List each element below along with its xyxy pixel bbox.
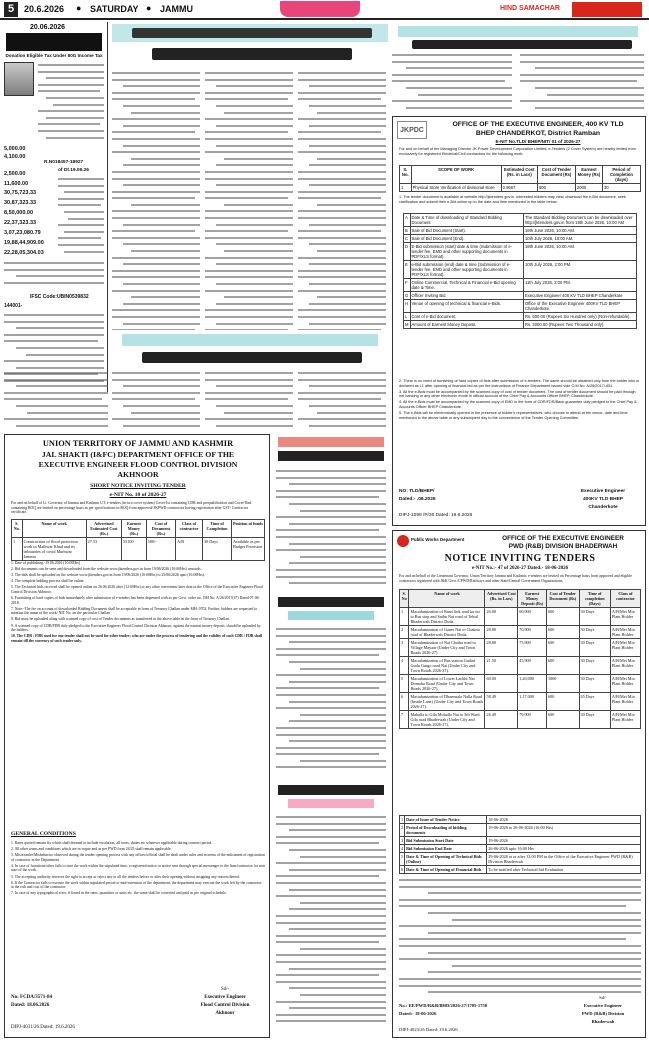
- cell: Bid Submission End Date: [405, 845, 487, 853]
- cell: 30 Days: [579, 675, 610, 693]
- ut-general-points: [11, 841, 265, 897]
- cell: Macadamization of Dharmsala Nalla Road (Inside Lane) (Under City and Town Roads 2026-27).: [410, 694, 484, 709]
- cell: 5: [400, 675, 409, 693]
- cell: Date & Time of Opening of Financial Bids: [405, 866, 487, 874]
- ut-point: 5. The Technical bids received shall be opened online on 26.06.2026 after (12:00Hrs) or any other convenient later date in the Office of the Executive Engineer Flood Control Division Akhnoor.: [11, 585, 263, 594]
- ut-dipr: DIPJ-4031/26 Dated: 19.6.2026: [11, 1025, 75, 1030]
- table-row: [400, 845, 641, 853]
- jkpdc-notes: [399, 379, 641, 422]
- date-label: 20.6.2026: [24, 4, 65, 14]
- sch-value: The Standard Bidding Document can be downloaded over http://jktenders.gov.in from 19th June 2026, 10:00 AM: [523, 214, 636, 227]
- headline-5: [274, 594, 388, 624]
- jkpdc-title-2: BHEP CHANDERKOT, District Ramban: [475, 130, 601, 137]
- left-news: [4, 372, 108, 432]
- cell: 79,900: [518, 711, 547, 729]
- cell: 19-06-2026 to 26-06-2026 (16:00 Hrs): [487, 824, 641, 837]
- cell: Macadamization of Baari link road ku nu to Bus stop and Sathu Nai road of Tehsil Bhaderwah District Doda.: [409, 608, 485, 626]
- cell: 19-06-2026: [487, 837, 641, 845]
- cell: 1: [401, 817, 404, 822]
- ut-intro: For and on behalf of Lt. Governor of Jammu and Kashmir UT, e-tenders (in two cover system) Cover-Ist containing CDR and prequalification and Cover-IInd containing BOQ are invited on percentage basis as per specifications in BOQ from approved/ JKPWD contractors having registration after GST/ Contractor certificate.: [11, 501, 252, 515]
- cell: 30 Days: [579, 657, 610, 675]
- table-row: [400, 853, 641, 866]
- table-row: [404, 227, 637, 235]
- cell: A/B/Mei Mio Plant Holder: [610, 626, 640, 639]
- sch-value: 10th July 2026, 2:00 PM.: [523, 261, 636, 279]
- page-number: 5: [4, 2, 18, 17]
- table-row: [400, 608, 641, 626]
- acct-ref-1: of Dt.19.06.26: [58, 168, 89, 173]
- cell: 1,17,000: [518, 693, 547, 711]
- cell: 60,000: [518, 608, 547, 626]
- cell: 4: [401, 846, 404, 851]
- ut-point: 7. Note:-The fee on account of downloaded Bidding Document shall be acceptable in form of Treasury Challan under MH: 0702, Further, bidders are requested to mention the name of the work/ NIT No. on the particular Challan.: [11, 606, 258, 616]
- pwd-dated: Dated:- 18-06-2026: [399, 1011, 437, 1016]
- cell: Bid Submission Start Date: [405, 837, 487, 845]
- city-label: JAMMU: [160, 4, 193, 14]
- ut-th-5: Class of contractor: [176, 520, 203, 538]
- cell: 600: [547, 639, 580, 657]
- ut-th-0: S. No.: [12, 520, 23, 538]
- pwd-heading: NOTICE INVITING TENDERS: [444, 553, 596, 564]
- ut-title-4: AKHNOOR: [117, 470, 159, 479]
- ut-dated: Dated: 18.06.2026: [11, 1003, 50, 1008]
- sch-label: Officer Inviting Bid.: [410, 292, 523, 300]
- pwd-no: No.: EE/PWD/R&B/BHD/2026-27/1705-1750: [399, 1003, 488, 1008]
- sch-label: Sale of Bid Document (End).: [410, 235, 523, 243]
- masthead-tag: HIND SAMACHAR: [500, 5, 560, 12]
- amount-labels: [58, 178, 104, 258]
- center-news-c: [276, 816, 386, 1036]
- pwd-logo-text: Public Works Department: [411, 537, 465, 542]
- table-row: [400, 639, 641, 657]
- ut-general-point: 7. In case of any typographical error, if found in the rates, quantities or units etc. the same shall be corrected and paid as per original schedule.: [11, 891, 227, 896]
- ut-sign-2: Executive Engineer: [204, 995, 246, 1000]
- donor-text: [38, 64, 104, 144]
- sch-value: 11th July 2026, 2:00 PM.: [523, 279, 636, 292]
- left-column: [0, 22, 108, 392]
- cell: 600: [547, 657, 580, 675]
- news-column-d: [112, 372, 200, 432]
- table-row: [404, 292, 637, 300]
- table-row: [400, 866, 641, 874]
- ifsc-code: IFSC Code:UBIN0539832: [30, 294, 89, 300]
- sch-value: 10th July 2026, 10:00 AM.: [523, 235, 636, 243]
- sch-key: F: [404, 279, 411, 292]
- sch-label: Venue of opening of technical & financial e-Bids.: [410, 300, 523, 313]
- ut-th-4: Cost of Document (Rs.): [146, 520, 175, 538]
- ut-sign-3: Flood Control Division: [200, 1003, 250, 1008]
- ut-point: 9. A scanned copy of CDR/FDR duly pledged to the Executive Engineer Flood Control Division Akhnoor, against the earnest money deposit, should be uploaded by the bidders.: [11, 623, 261, 633]
- table-row: [400, 657, 641, 675]
- jkpdc-notice: [392, 116, 646, 526]
- ut-td-6: 30 Days: [203, 538, 232, 561]
- jkpdc-sign-3: Chanderkote: [588, 505, 618, 510]
- right-news-a: [392, 54, 512, 112]
- ut-td-1: Construction of flood protection work in Mathwar Khad and its tributaries of covid Marhwar Jammu: [22, 538, 86, 561]
- jk-th-0: S. No.: [400, 166, 412, 184]
- top-bar: [0, 0, 649, 20]
- sch-value: Rs. 600.00 (Rupees Six Hundred only) (Non-refundable).: [523, 313, 636, 321]
- jk-note: 5. The e-Bids will be electronically opened in the presence of bidder's representatives, who choose to attend at the venue, date and time mentioned in the above table or any subsequent day to the convenience of the Tender Opening Committee.: [399, 411, 628, 420]
- cell: Macadamization of Ganer Nai to Chaknu road of Bhaderwah District Doda.: [409, 626, 485, 639]
- ut-th-3: Earnest Money (Rs.): [122, 520, 147, 538]
- jk-th-4: Earnest Money (Rs): [575, 166, 602, 184]
- table-row: [400, 824, 641, 837]
- pwd-sign-1: Sd/-: [599, 995, 607, 1000]
- jk-th-3: Cost of Tender Document (Rs): [537, 166, 575, 184]
- cell: 18-06-2026: [487, 816, 641, 824]
- jkpdc-enit: E-NIT No.TLD/ BHEP/NIT/ 01 of 2026-27: [495, 139, 581, 144]
- cell: A/B/Mei Mio Plant Holder: [610, 693, 640, 711]
- cell: 26.49: [485, 711, 518, 729]
- sch-label: e-Bid submission (end) date & time (Submission of e-tender fee, EMD and other supporting documents in PDF/XLS format).: [410, 261, 523, 279]
- bullet: ●: [76, 3, 82, 13]
- ut-no: No: FCDA/3571-84: [11, 995, 52, 1000]
- table-row: [404, 279, 637, 292]
- center-news-a: [276, 470, 386, 590]
- sch-key: A: [404, 214, 411, 227]
- ut-point: 8. Bid must be uploaded along with scanned copy of cost of Tender documents as transferred in the above table in the form of Treasury Challan.: [11, 617, 230, 622]
- cell: Period of Downloading of bidding documents: [405, 824, 487, 837]
- jkpdc-intro: For and on behalf of the Managing Director JK Power Development Corporation Limited, e-Tenders (2 Cover System) are hereby invited from exclusively for registered Electrical/Civil contractors for the following work:: [399, 147, 636, 156]
- cell: 75,900: [518, 639, 547, 657]
- ut-subtitle: SHORT NOTICE INVITING TENDER: [90, 483, 186, 489]
- cell: 26-06-2026 upto 16:00 Hrs: [487, 845, 641, 853]
- cell: 600: [547, 711, 580, 729]
- pwd-title-1: OFFICE OF THE EXECUTIVE ENGINEER: [502, 535, 624, 542]
- pwd-sign-3: PWD (R&B) Division: [581, 1011, 625, 1016]
- sch-label: Sale of Bid Document (Start).: [410, 227, 523, 235]
- ut-title-3: EXECUTIVE ENGINEER FLOOD CONTROL DIVISION: [38, 460, 238, 469]
- cell: A/B/Mei Mio Plant Holder: [610, 657, 640, 675]
- donation-line: Donation Eligible Tax Under 80G Income Tax: [5, 53, 103, 58]
- pwd-dipr: DIPJ-4023/26 Dated: 19.6.2026: [399, 1027, 458, 1032]
- ut-point: 1. Date of publishing.-19.06.2026 (10:00Hrs): [11, 561, 80, 565]
- ut-general-point: 3. Miscreanler/Misbehavior observed during the tender opening process with any officer/official shall be dealt under rules and in terms of the enlistment of registration of contractor in the Department.: [11, 853, 265, 862]
- cell: To be notified after Technical bid Evaluation: [487, 866, 641, 874]
- sch-key: G: [405, 293, 409, 298]
- cell: Mahalla to Gila Mohalla Nai to 5th Ward Gila road Bhaderwah (Under City and Town Roads 2026-27).: [409, 711, 485, 729]
- ut-point: 2. Bid documents can be seen and downloaded from the website www.jktenders.gov.in from 19/06/2026 (10:00Hrs) onwards.: [11, 567, 202, 572]
- cell: 60.00: [485, 675, 518, 693]
- phone-number: 144001-: [4, 303, 23, 309]
- ut-sign-4: Akhnoor: [215, 1011, 235, 1016]
- left-heading-block: [6, 33, 102, 51]
- cell: 7: [400, 711, 409, 729]
- amount-1: 4,100.00: [4, 154, 26, 160]
- cell: A/B/Mei Mio Plant Holder: [610, 608, 640, 626]
- headline-3: [392, 22, 646, 52]
- center-news-b: [276, 628, 386, 778]
- sch-key: C: [405, 236, 409, 241]
- ut-general-point: 5. The accepting authority reserves the right to accept or reject any or all the tenders before or after their opening without assigning any reason thereof.: [11, 874, 241, 879]
- cell: 30 Days: [579, 711, 610, 729]
- table-row: [400, 693, 641, 711]
- table-row: [404, 214, 637, 227]
- cell: 1000: [547, 675, 580, 693]
- ut-point: 10. The CDR / FDR used for one tender shall not be used for other tender; who are under the process of tendering and the validity of such CDR / FDR shall remain till the currency of such tender only.: [11, 634, 263, 643]
- cell: 28.80: [485, 639, 518, 657]
- ut-notice: [4, 434, 270, 1038]
- cell: 3: [401, 838, 404, 843]
- ut-point: 6. Furnishing of hard copies of bids immediately after submission of e-tenders has been dispensed with as per Govt. order no. OM No. A/26/2017(47) Dated 07-06-2018.: [11, 596, 260, 605]
- cell: 30 Days: [579, 608, 610, 626]
- cell: 600: [547, 693, 580, 711]
- cell: 58.49: [485, 693, 518, 711]
- cell: 6: [401, 867, 404, 872]
- cell: Macadamization of Lower Lachhi Nai Domoka Road (Under City and Town Roads 2026-27).: [409, 675, 485, 693]
- ut-point: 3. The bids shall be uploaded on the website www.jktenders.gov.in from 19/06/2026 (10:00Hrs) to 25/06/2026 upto (16:00Hrs).: [11, 573, 206, 578]
- cell: 6: [400, 693, 409, 711]
- cell: 4: [400, 657, 409, 675]
- sch-value: Office of the Executive Engineer 400KV TLD BHEP Chanderkote.: [523, 300, 636, 313]
- cell: 45,900: [518, 657, 547, 675]
- amount-3: 11,600.00: [4, 181, 29, 187]
- ut-general-point: 2. All other terms and conditions which are in vogue and as per PWD form 24/25 shall remain applicable.: [11, 847, 172, 852]
- sch-label: E-Bid submission (start) date & time (Submission of e-tender fee, EMD and other supporting documents in PDF/XLS format).: [410, 243, 523, 261]
- ut-general-point: 1. Rates quoted remain fix which shall deemed to include escalation, all taxes, duties etc whatever applicable during contract period.: [11, 841, 213, 845]
- headline-2: [112, 332, 388, 368]
- pwd-notice: [392, 530, 646, 1038]
- jkpdc-dipr: DIPJ-1099 /P/26 Dated: 19.6.2026: [399, 513, 473, 518]
- cell: 600: [547, 626, 580, 639]
- cell: Macadamization of Bus station Gudari Gudu Gurgo road Nai (Under City and Town Roads 2026-27).: [409, 657, 485, 675]
- amount-6: 8,50,000.00: [4, 210, 34, 216]
- sch-key: B: [404, 227, 411, 235]
- sch-key: L: [404, 313, 411, 321]
- ut-point: 4. The complete bidding process shall be online.: [11, 579, 85, 584]
- cell: 29-06-2026 at or after 12:00 PM in the Office of the Executive Engineer PWD (R&B) Division Bhaderwah: [487, 853, 641, 866]
- ut-td-4: 500/-: [146, 538, 175, 561]
- jk-td-4: 2000: [575, 184, 602, 192]
- amount-9: 19,88,44,909.00: [4, 240, 44, 246]
- cell: 45 Days: [579, 693, 610, 711]
- table-row: [404, 300, 637, 313]
- jk-note: 3. All the e-Bids must be accompanied by the scanned copy of cost of tender document. The cost of tender document should be paid through net banking or any other electronic mode in official account of the Chief Pay & Accounts Officer BHEP, Chanderkote.: [399, 389, 636, 399]
- jk-td-2: 0.9667: [501, 184, 537, 192]
- amount-5: 30,87,323.33: [4, 200, 37, 206]
- table-row: [400, 184, 641, 192]
- table-row: [400, 816, 641, 824]
- jk-note: 4. All the e-Bids must be accompanied by the scanned copy of EMD in the form of CDR/FDR/Bank guarantee duly pledged to the Chief Pay & Accounts Officer BHEP Chanderkote.: [399, 400, 637, 409]
- sch-key: M: [405, 322, 409, 327]
- jk-td-3: 600: [537, 184, 575, 192]
- cell: 2: [400, 626, 409, 639]
- table-row: [12, 538, 265, 561]
- pwd-sign-2: Executive Engineer: [583, 1003, 623, 1008]
- sch-label: Amount of Earnest Money Deposit.: [410, 321, 523, 329]
- cell: 1: [400, 608, 409, 626]
- ut-enit: e-NIT No. 10 of 2026-27: [109, 492, 167, 498]
- cell: 3: [400, 639, 409, 657]
- table-row: [400, 711, 641, 729]
- cell: 28.80: [485, 626, 518, 639]
- table-row: [404, 261, 637, 279]
- cell: Macadamization of Nai Chatha road to Village Mayaar (Under City and Town Roads 2026-27).: [409, 639, 485, 657]
- left-date: 20.06.2026: [30, 24, 66, 31]
- headline-4: [274, 434, 388, 466]
- ut-points: [11, 561, 265, 645]
- sch-key: E: [404, 261, 411, 279]
- sch-value: 19th June 2026, 10:00 AM.: [523, 243, 636, 261]
- section-tab: [280, 1, 360, 17]
- sch-value: 19th June 2026, 10:00 AM.: [523, 227, 636, 235]
- ut-td-0: 1: [12, 538, 23, 561]
- right-news-b: [520, 54, 644, 112]
- news-column-f: [298, 372, 386, 432]
- pwd-th-4: Cost of Tender Document (Rs): [547, 590, 580, 608]
- sch-label: Date & Time of downloading of Standard Bidding Document: [410, 214, 523, 227]
- table-row: [400, 626, 641, 639]
- jk-th-1: SCOPE OF WORK: [411, 166, 501, 184]
- jkpdc-sign-2: 400KV TLD BHEP: [583, 497, 623, 502]
- pwd-th-2: Advertised Cost (Rs. in Lacs): [485, 590, 518, 608]
- pwd-th-3: Earnest Money Deposit (Rs): [518, 590, 547, 608]
- amount-8: 3,07,23,080.79: [4, 230, 41, 236]
- amount-2: 2,500.00: [4, 171, 26, 177]
- pwd-logo: [397, 535, 409, 547]
- table-row: [404, 235, 637, 243]
- table-row: [404, 321, 637, 329]
- table-row: [404, 313, 637, 321]
- person-photo: [4, 62, 34, 96]
- jk-td-0: 1: [400, 184, 412, 192]
- jkpdc-sign-1: Executive Engineer: [580, 489, 626, 494]
- cell: 600: [547, 608, 580, 626]
- headline-1: [112, 22, 388, 68]
- pwd-works-table: [399, 589, 641, 729]
- cell: 5: [400, 853, 405, 866]
- sch-label: Cost of e-Bid document.: [410, 313, 523, 321]
- cell: A/B/Mei Mio Plant Holder: [610, 711, 640, 729]
- jk-th-5: Period of Completion (days): [602, 166, 640, 184]
- headline-6: [274, 782, 388, 812]
- jk-note: 2. There is no need of furnishing of hard copies of bids after submission of e-tenders. The same should be obtained only from the bidder who is declared as L1 after opening of financial bid as per the instructions of Finance Department issued vide O.M No. A/26/2017/-651.: [399, 379, 640, 388]
- bullet: ●: [146, 3, 152, 13]
- sch-key: D: [404, 243, 411, 261]
- pwd-th-0: S. No: [400, 590, 409, 608]
- sch-value: Executive Engineer 400 KV TLD BHEP Chanderkote: [523, 292, 636, 300]
- ut-general-point: 6. If the Contractor fails to execute the work within stipulated period or mid-extension of the department, the department may execute the work left by the contractor at the risk and cost of the contractor.: [11, 880, 262, 890]
- ut-th-6: Time of Completion: [203, 520, 232, 538]
- pwd-intro: For and on behalf of the Lieutenant Governor, Union Territory Jammu and Kashmir, e-tenders are invited on Percentage basis from approved and eligible contractors registered with J&K Govt./CPWD/Railways and other State/Central Government Organizations.: [399, 574, 633, 583]
- jkpdc-logo: JKPDC: [397, 121, 427, 139]
- day-label: SATURDAY: [90, 4, 139, 14]
- ut-td-2: 27.53: [86, 538, 121, 561]
- pwd-enit: e-NIT No.:- 47 of 2026-27 Dated:- 18-06-2026: [471, 566, 569, 571]
- jkpdc-title-1: OFFICE OF THE EXECUTIVE ENGINEER, 400 KV TLD: [452, 121, 624, 128]
- ut-th-7: Position of funds: [231, 520, 264, 538]
- jk-th-2: Estimated Cost (Rs. in Lacs): [501, 166, 537, 184]
- news-column-e: [205, 372, 293, 432]
- sch-value: Rs. 2000.00 (Rupees Two Thousand only).: [523, 321, 636, 329]
- cell: 2: [400, 824, 405, 837]
- jk-td-1: Physical Store Verification of divisional store: [411, 184, 501, 192]
- ut-sign-1: Sd/-: [220, 987, 230, 992]
- ut-td-3: 55100: [122, 538, 147, 561]
- amount-4: 30,75,723.33: [4, 190, 37, 196]
- table-row: [404, 243, 637, 261]
- jkpdc-no: NO: TLD/BHEP/: [399, 489, 435, 494]
- jkpdc-dated: Dated:- .06.2026: [399, 497, 436, 502]
- cell: 30 Days: [579, 639, 610, 657]
- cell: A/B/Mei Mio Plant Holder: [610, 675, 640, 693]
- pwd-th-6: Class of contractor: [610, 590, 640, 608]
- cell: 30 Days: [579, 626, 610, 639]
- pwd-title-2: PWD (R&B) DIVISION BHADERWAH: [508, 543, 618, 550]
- cell: 21.50: [485, 657, 518, 675]
- ut-title-1: UNION TERRITORY OF JAMMU AND KASHMIR: [42, 439, 234, 448]
- acct-ref-0: R.N018457-18927: [44, 160, 84, 165]
- ut-th-1: Name of work: [22, 520, 86, 538]
- jk-td-5: 30: [602, 184, 640, 192]
- table-row: [400, 675, 641, 693]
- ut-td-7: Available as per Budget Provision: [231, 538, 264, 561]
- ut-general-point: 4. In case of fortuitous/other fails to start the work within the stipulated time, a registered notice or notice sent through special messenger to the firm/contractor for non start of the work.: [11, 863, 265, 873]
- news-column-a: [112, 72, 200, 330]
- ut-td-5: A/B: [176, 538, 203, 561]
- table-row: [400, 837, 641, 845]
- sch-label: Online Commercial, Technical & Financial e-Bid opening date & Time.: [410, 279, 523, 292]
- pwd-sign-4: Bhaderwah: [591, 1019, 615, 1024]
- jkpdc-schedule-table: [403, 213, 637, 329]
- ut-th-2: Advertised Estimated Cost (Rs.): [86, 520, 121, 538]
- ut-title-2: JAL SHAKTI (I&FC) DEPARTMENT OFFICE OF THE: [41, 450, 235, 459]
- pwd-schedule-table: [399, 815, 641, 874]
- bank-text: [4, 262, 104, 292]
- jkpdc-para-1: 1. The tender document is available at website http://jktenders.gov.in. Interested bidders may view, download the e-Bid document, seek clarification and submit their e-Bid online up to the date and time mentioned in the table below:: [399, 195, 626, 204]
- cell: Date & Time of Opening of Technical Bids (Online): [405, 853, 487, 866]
- cell: Date of Issue of Tender Notice: [405, 816, 487, 824]
- cell: A/B/Mei Mio Plant Holder: [610, 639, 640, 657]
- ut-works-table: [11, 519, 265, 561]
- amount-10: 22,28,05,304.03: [4, 250, 44, 256]
- ut-general-heading: GENERAL CONDITIONS: [11, 831, 76, 837]
- amount-7: 22,37,323.33: [4, 220, 37, 226]
- cell: 1,20,000: [518, 675, 547, 693]
- pwd-th-1: Name of work: [409, 590, 485, 608]
- cell: 70,900: [518, 626, 547, 639]
- sch-key: H: [404, 300, 411, 313]
- pwd-th-5: Time of completion (Days): [579, 590, 610, 608]
- cell: 26.00: [485, 608, 518, 626]
- news-column-b: [205, 72, 293, 330]
- amount-0: 5,000.00: [4, 146, 26, 152]
- news-column-c: [298, 72, 386, 330]
- pwd-terms: [399, 879, 641, 999]
- jkpdc-work-table: [399, 165, 641, 192]
- masthead-logo: [572, 2, 642, 17]
